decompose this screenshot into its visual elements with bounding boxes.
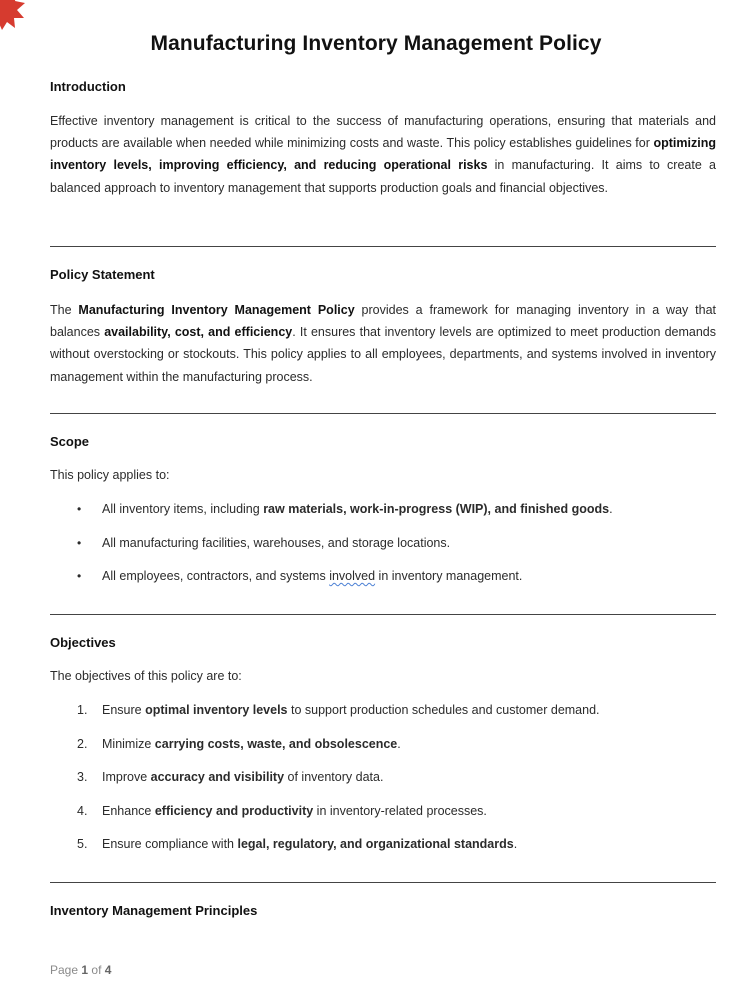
list-item: 2. Minimize carrying costs, waste, and obsolescence. — [77, 736, 401, 751]
introduction-paragraph: Effective inventory management is critical to the success of manufacturing operations, ensuring that materials and products are available when needed while minimizing costs and waste. This policy establishes guidelines for optimizing inventory levels, improving efficiency, and reducing operational risks in manufacturing. It aims to create a balanced approach to inventory management that supports production goals and financial objectives. — [50, 114, 716, 195]
objectives-intro-text: The objectives of this policy are to: — [50, 669, 242, 683]
scope-list — [50, 501, 716, 602]
starburst-badge-icon — [0, 0, 26, 30]
section-introduction — [50, 79, 716, 94]
scope-intro — [50, 467, 716, 483]
list-item: 5. Ensure compliance with legal, regulatory, and organizational standards. — [77, 837, 518, 851]
page-number-footer: Page 1 of 4 — [50, 963, 112, 977]
section-divider — [50, 614, 716, 615]
section-divider — [50, 413, 716, 414]
list-item: 1. Ensure optimal inventory levels to support production schedules and customer demand. — [77, 703, 600, 717]
list-number: 5. — [77, 837, 88, 851]
bullet-icon: • — [77, 535, 82, 550]
list-item: 4. Enhance efficiency and productivity in inventory-related processes. — [77, 803, 487, 818]
section-objectives — [50, 635, 716, 650]
objectives-list — [50, 702, 716, 870]
introduction-body — [50, 110, 716, 199]
objectives-intro — [50, 668, 716, 684]
policy-statement-body — [50, 299, 716, 388]
section-divider — [50, 246, 716, 247]
section-principles — [50, 903, 716, 918]
list-item: • All manufacturing facilities, warehouses, and storage locations. — [77, 535, 451, 550]
section-divider — [50, 882, 716, 883]
document-title: Manufacturing Inventory Management Policy — [150, 32, 602, 55]
list-item: • All employees, contractors, and systems involved in inventory management. — [77, 569, 523, 583]
section-scope — [50, 434, 716, 449]
section-policy-statement — [50, 267, 716, 282]
bullet-icon: • — [77, 502, 82, 516]
list-item: 3. Improve accuracy and visibility of inventory data. — [77, 770, 384, 784]
list-number: 4. — [77, 803, 88, 818]
policy-statement-heading: Policy Statement — [50, 267, 155, 282]
introduction-heading: Introduction — [50, 79, 126, 94]
list-number: 1. — [77, 703, 88, 717]
list-number: 3. — [77, 770, 88, 784]
principles-heading: Inventory Management Principles — [50, 903, 258, 918]
scope-intro-text: This policy applies to: — [50, 468, 170, 482]
objectives-heading: Objectives — [50, 635, 116, 650]
spellcheck-flagged-word[interactable]: involved — [329, 569, 376, 583]
list-number: 2. — [77, 736, 88, 751]
list-item: • All inventory items, including raw materials, work-in-progress (WIP), and finished goods. — [77, 502, 613, 516]
policy-statement-paragraph: The Manufacturing Inventory Management Policy provides a framework for managing inventory in a way that balances availability, cost, and efficiency. It ensures that inventory levels are optimized to meet production demands without overstocking or stockouts. This policy applies to all employees, departments, and systems involved in inventory management within the manufacturing process. — [50, 303, 716, 384]
scope-heading: Scope — [50, 434, 90, 449]
bullet-icon: • — [77, 569, 82, 583]
